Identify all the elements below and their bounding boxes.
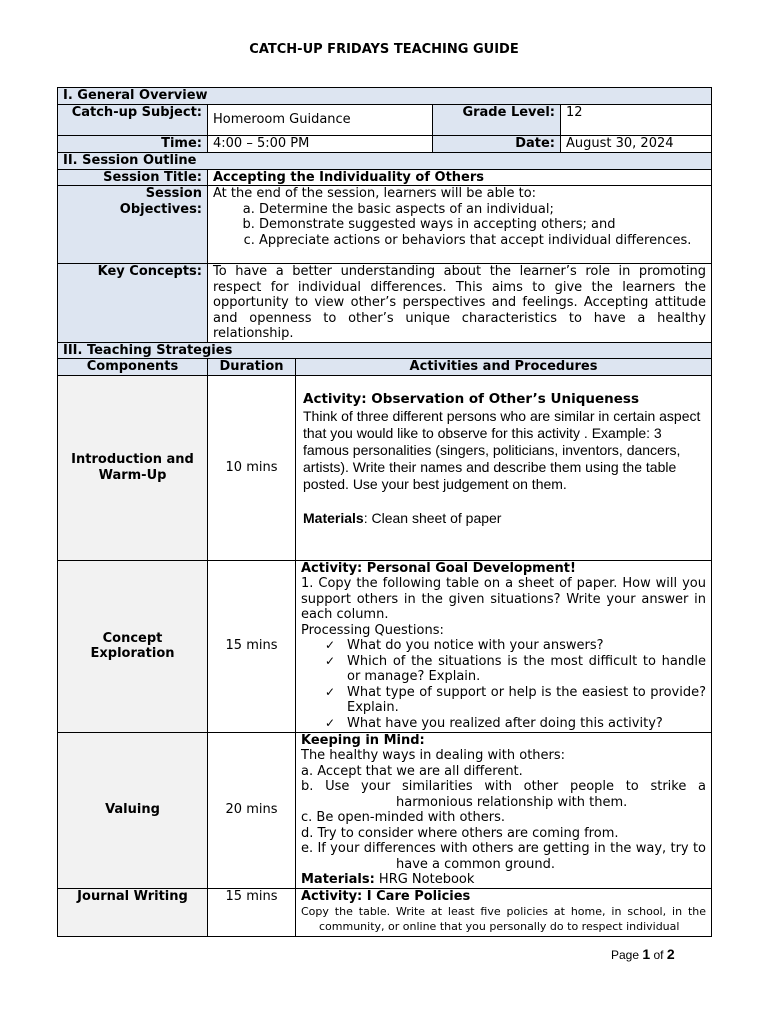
materials-value: HRG Notebook [374, 872, 475, 887]
processing-questions-list [301, 638, 706, 731]
general-overview-heading: I. General Overview [58, 88, 712, 105]
key-concepts-value: To have a better understanding about the learner’s role in promoting respect for individual differences. This aims to give the learners the opportunity to view other’s perspectives and feelings. Accepting attitude and openness to other’s unique characteristics to have a healthy relationship. [208, 264, 712, 343]
check-icon: ✓ [325, 638, 336, 652]
valuing-intro: The healthy ways in dealing with others: [301, 748, 566, 763]
document-title: CATCH-UP FRIDAYS TEACHING GUIDE [249, 42, 519, 57]
subject-label: Catch-up Subject: [58, 105, 208, 136]
grade-level-value: 12 [561, 105, 712, 136]
time-value: 4:00 – 5:00 PM [208, 136, 433, 153]
journal-text: Copy the table. Write at least five policies at home, in school, in the community, or online that you personally do to respect individual [301, 905, 706, 933]
materials-line [301, 872, 706, 888]
date-value: August 30, 2024 [561, 136, 712, 153]
objectives-list [213, 202, 706, 249]
activity-introduction-cell [296, 375, 712, 560]
teaching-strategies-heading: III. Teaching Strategies [58, 342, 712, 359]
keeping-in-mind-title: Keeping in Mind: [301, 732, 425, 748]
objective-item: a. Determine the basic aspects of an individual; [259, 202, 706, 218]
session-outline-heading: II. Session Outline [58, 153, 712, 170]
page-number: Page 1 of 2 [611, 946, 675, 962]
current-page: 1 [642, 946, 651, 962]
check-icon: ✓ [325, 684, 336, 699]
objective-item: c. Appreciate actions or behaviors that accept individual differences. [259, 233, 706, 249]
duration-column-header: Duration [208, 359, 296, 376]
key-concepts-label: Key Concepts: [58, 264, 208, 343]
activities-column-header: Activities and Procedures [296, 359, 712, 376]
date-label: Date: [433, 136, 561, 153]
session-title-label: Session Title: [58, 169, 208, 186]
component-journal-writing: Journal Writing [58, 888, 208, 936]
teaching-guide-table [57, 87, 712, 937]
duration-valuing: 20 mins [208, 732, 296, 888]
duration-introduction: 10 mins [208, 375, 296, 560]
activity-journal-cell [296, 888, 712, 936]
question-item: ✓ What do you notice with your answers? [325, 638, 604, 653]
activity-title: Activity: Personal Goal Development! [301, 560, 576, 576]
grade-level-label: Grade Level: [433, 105, 561, 136]
check-icon: ✓ [325, 715, 336, 730]
component-concept-exploration: Concept Exploration [58, 560, 208, 732]
activity-step: 1. Copy the following table on a sheet of paper. How will you support others in the given situations? Write your answer in each column. [301, 576, 706, 622]
objective-item: b. Demonstrate suggested ways in accepting others; and [259, 217, 706, 233]
component-valuing: Valuing [58, 732, 208, 888]
duration-concept-exploration: 15 mins [208, 560, 296, 732]
activity-title: Activity: I Care Policies [301, 888, 471, 904]
valuing-item: b. Use your similarities with other people to strike a harmonious relationship with them. [301, 779, 706, 810]
materials-label: Materials: [301, 872, 375, 887]
component-introduction: Introduction and Warm-Up [58, 375, 208, 560]
activity-description: Think of three different persons who are similar in certain aspect that you would like to observe for this activity . Example: 3 famous personalities (singers, politicians, inventors, dancers, artists). Write their names and describe them using the table posted. Use your best judgement on them. [303, 407, 701, 492]
components-column-header: Components [58, 359, 208, 376]
session-objectives-label: Session Objectives: [58, 186, 208, 264]
activity-title: Activity: Observation of Other’s Uniqueness [303, 390, 639, 407]
time-label: Time: [58, 136, 208, 153]
objectives-intro: At the end of the session, learners will be able to: [213, 186, 537, 201]
materials-label: Materials [303, 509, 364, 526]
activity-valuing-cell [296, 732, 712, 888]
check-icon: ✓ [325, 653, 336, 668]
valuing-item: a. Accept that we are all different. [301, 763, 523, 779]
question-item: ✓ Which of the situations is the most difficult to handle or manage? Explain. [325, 653, 706, 684]
session-objectives-cell [208, 186, 712, 264]
duration-journal-writing: 15 mins [208, 888, 296, 936]
session-title-value: Accepting the Individuality of Others [208, 169, 712, 186]
materials-value: : Clean sheet of paper [363, 509, 502, 526]
activity-concept-cell [296, 560, 712, 732]
materials-line [303, 510, 706, 527]
subject-value: Homeroom Guidance [208, 105, 433, 136]
valuing-item: c. Be open-minded with others. [301, 810, 505, 825]
question-item: ✓ What have you realized after doing this activity? [325, 715, 663, 731]
journal-text-wrapper [301, 904, 706, 934]
valuing-item: d. Try to consider where others are coming from. [301, 825, 619, 841]
question-item: ✓ What type of support or help is the easiest to provide? Explain. [325, 684, 706, 715]
processing-questions-label: Processing Questions: [301, 622, 444, 638]
valuing-item: e. If your differences with others are getting in the way, try to have a common ground. [301, 841, 706, 872]
total-pages: 2 [666, 946, 675, 962]
